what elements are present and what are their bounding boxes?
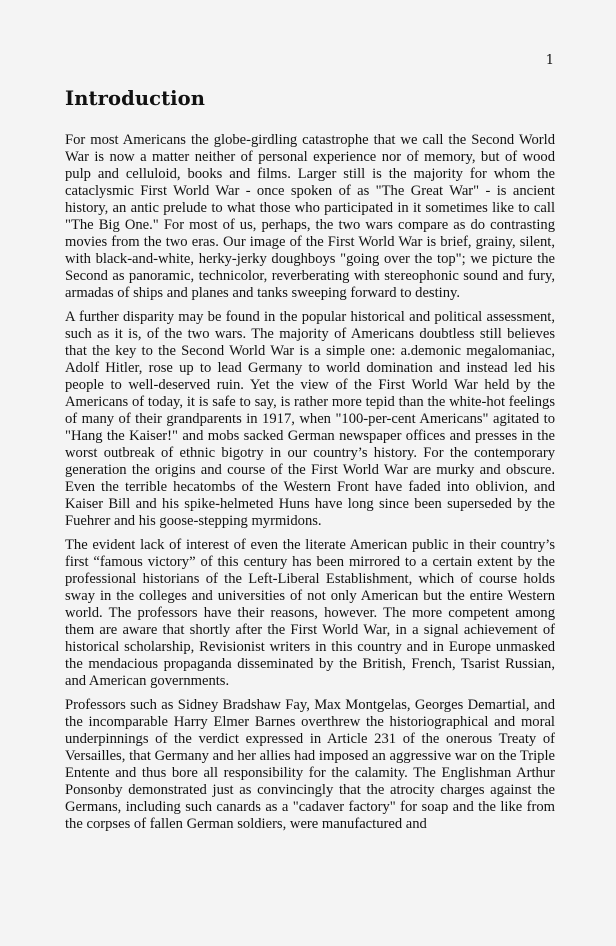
chapter-title: Introduction (65, 87, 206, 110)
paragraph: The evident lack of interest of even the literate American public in their country’s first “famous victory” of this century has been mirrored to a certain extent by the professional historians of the Left-Liberal Establishment, which of course holds sway in the colleges and universities of not only American but the entire Western world. The professors have their reasons, however. The more competent among them are aware that shortly after the First World War, in a signal achievement of historical scholarship, Revisionist writers in this country and in Europe unmasked the mendacious propaganda disseminated by the British, French, Tsarist Russian, and American governments. (65, 537, 555, 689)
body-text (65, 132, 555, 840)
page-number: 1 (545, 53, 554, 68)
paragraph: Professors such as Sidney Bradshaw Fay, Max Montgelas, Georges Demartial, and the incomparable Harry Elmer Barnes overthrew the historiographical and moral underpinnings of the verdict expressed in Article 231 of the onerous Treaty of Versailles, that Germany and her allies had imposed an aggressive war on the Triple Entente and thus bore all responsibility for the calamity. The Englishman Arthur Ponsonby demonstrated just as convincingly that the atrocity charges against the Germans, including such canards as a "cadaver factory" for soap and the like from the corpses of fallen German soldiers, were manufactured and (65, 697, 555, 832)
paragraph: For most Americans the globe-girdling catastrophe that we call the Second World War is now a matter neither of personal experience nor of memory, but of wood pulp and celluloid, books and films. Larger still is the majority for whom the cataclysmic First World War - once spoken of as "The Great War" - is ancient history, an antic prelude to what those who participated in it sometimes like to call "The Big One." For most of us, perhaps, the two wars compare as do contrasting movies from the two eras. Our image of the First World War is brief, grainy, silent, with black-and-white, herky-jerky doughboys "going over the top"; we picture the Second as panoramic, technicolor, reverberating with stereophonic sound and fury, armadas of ships and planes and tanks sweeping forward to destiny. (65, 132, 555, 301)
paragraph: A further disparity may be found in the popular historical and political assessment, such as it is, of the two wars. The majority of Americans doubtless still believes that the key to the Second World War is a simple one: a.demonic megalomaniac, Adolf Hitler, rose up to lead Germany to world domination and instead led his people to well-deserved ruin. Yet the view of the First World War held by the Americans of today, it is safe to say, is rather more tepid than the white-hot feelings of many of their grandparents in 1917, when "100-per-cent Americans" agitated to "Hang the Kaiser!" and mobs sacked German newspaper offices and presses in the worst outbreak of ethnic bigotry in our country’s history. For the contemporary generation the origins and course of the First World War are murky and obscure. Even the terrible hecatombs of the Western Front have faded into oblivion, and Kaiser Bill and his spike-helmeted Huns have long since been superseded by the Fuehrer and his goose-stepping myrmidons. (65, 309, 555, 529)
